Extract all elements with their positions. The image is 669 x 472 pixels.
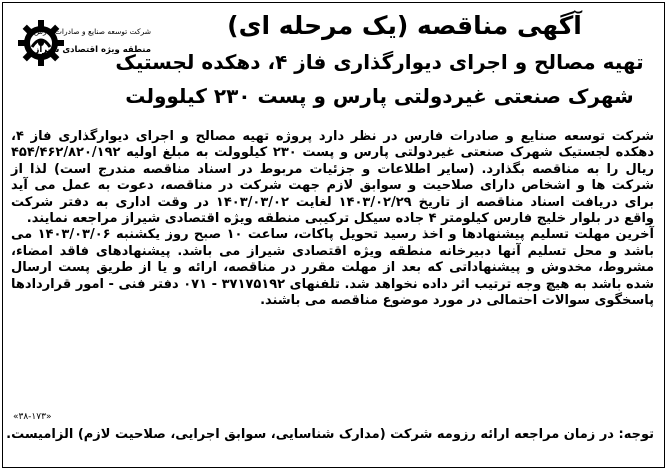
paragraph-deadline: آخرین مهلت تسلیم پیشنهادها و اخذ رسید تحویل پاکات، ساعت ۱۰ صبح روز یکشنبه ۱۴۰۳/۰۳/۰۶ می باشد و محل تسلیم آنها دبیرخانه منطقه ویژه اقتصادی شیراز می باشد. پیشنهادهای فاقد امضاء، مشروط، مخدوش و پیشنهاداتی که بعد از مهلت مقرر در مناقصه، ارائه و یا از طریق پست ارسال شده باشد به هیچ وجه ترتیب اثر داده نخواهد شد. تلفنهای ۳۷۱۷۵۱۹۲ - ۰۷۱ دفتر فنی - امور قراردادها پاسخگوی سوالات احتمالی در مورد موضوع مناقصه می باشند. — [11, 227, 654, 309]
ad-code: «۳۸-۱۷۳» — [13, 412, 52, 422]
advertisement-frame — [2, 2, 665, 468]
project-title-line-2: شهرک صنعتی غیردولتی پارس و پست ۲۳۰ کیلوولت — [125, 84, 634, 108]
paragraph-invitation: شرکت توسعه صنایع و صادرات فارس در نظر دارد پروژه تهیه مصالح و اجرای دیوارگذاری فاز ۴، دهکده لجستیک شهرک صنعتی غیردولتی پارس و پست ۲۳۰ کیلوولت به مبلغ اولیه ۴۵۴/۴۶۲/۸۲۰/۱۹۲ ریال را به مناقصه بگذارد. (سایر اطلاعات و جزئیات مربوط در اسناد مناقصه مندرج است) لذا از شرکت ها و اشخاص دارای صلاحیت و سوابق لازم جهت شرکت در مناقصه، دعوت به عمل می آید برای دریافت اسناد مناقصه از تاریخ ۱۴۰۳/۰۲/۲۹ لغایت ۱۴۰۳/۰۳/۰۲ در وقت اداری به دفتر شرکت واقع در بلوار خلیج فارس کیلومتر ۴ جاده سیکل ترکیبی منطقه ویژه اقتصادی شیراز مراجعه نمایند. — [11, 129, 655, 227]
note-label: توجه: — [618, 427, 654, 442]
logo-zone-name: منطقه ویژه اقتصادی شیراز — [34, 45, 151, 55]
project-title-line-1: تهیه مصالح و اجرای دیوارگذاری فاز ۴، دهکده لجستیک — [115, 50, 644, 74]
logo-org-name: شرکت توسعه صنایع و صادرات فارس — [33, 27, 151, 36]
page-title: آگهی مناقصه (یک مرحله ای) — [227, 11, 582, 40]
announcement-body — [11, 129, 654, 309]
note-text: در زمان مراجعه ارائه رزومه شرکت (مدارک شناسایی، سوابق اجرایی، صلاحیت لازم) الزامیست. — [6, 427, 614, 442]
attention-note — [6, 427, 654, 442]
